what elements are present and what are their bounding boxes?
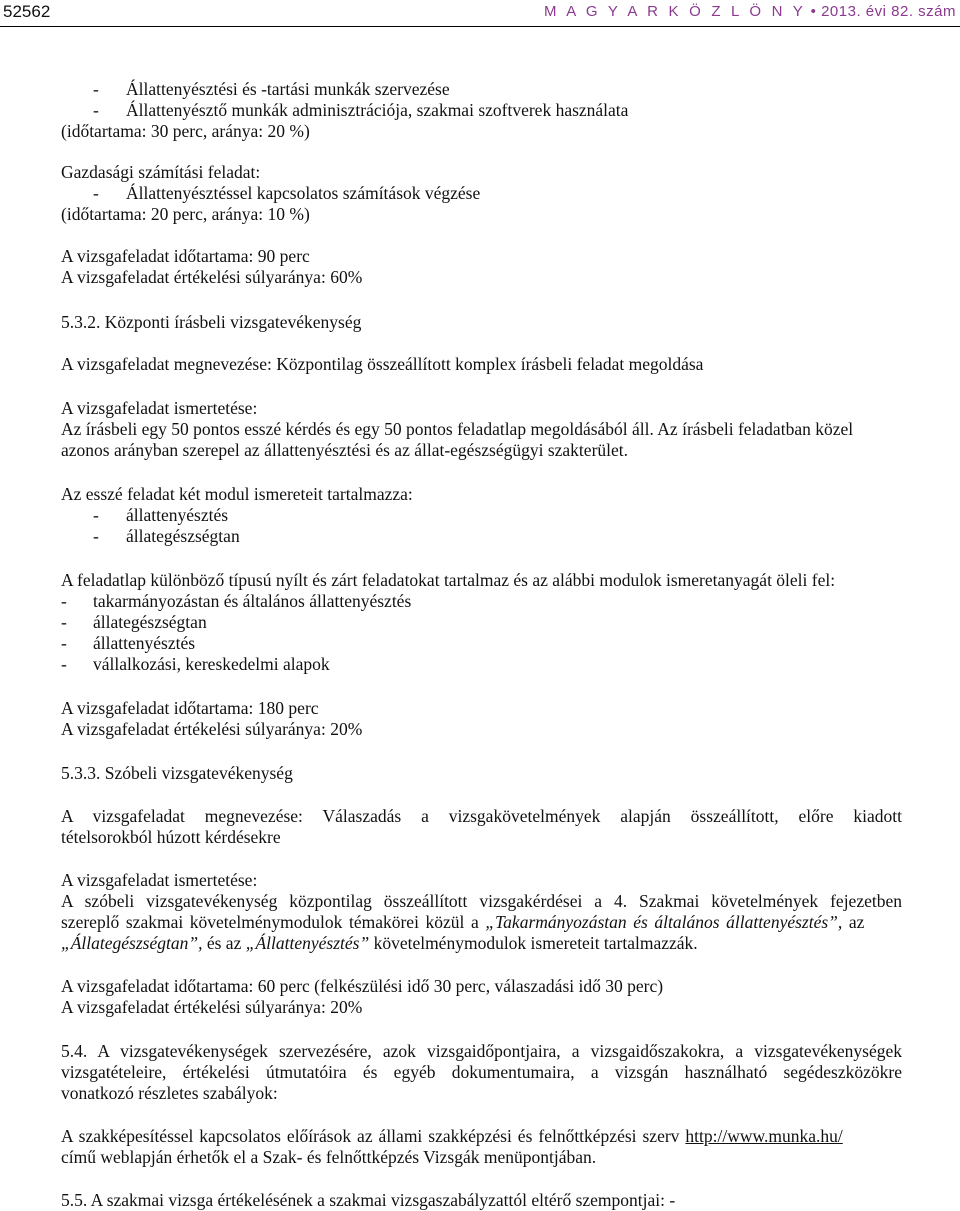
list-dash: - [93,79,99,99]
list-item: állattenyésztés [93,633,196,653]
paragraph-line: vonatkozó részletes szabályok: [61,1083,278,1103]
list-item: állategészségtan [93,612,207,632]
list-item: állattenyésztés [126,505,229,525]
section-label: Gazdasági számítási feladat: [61,162,261,182]
list-dash: - [93,526,99,546]
paragraph-line: A szóbeli vizsgatevékenység központilag összeállított vizsgakérdései a 4. Szakmai követelmények fejezetben [61,891,902,911]
text-run: szereplő szakmai követelménymodulok témakörei közül a [61,912,486,932]
paragraph-line [61,911,864,933]
paragraph-line [61,932,698,954]
paragraph-line: azonos arányban szerepel az állattenyésztési és az állat-egészségügyi szakterület. [61,440,629,460]
text-run: az [842,912,865,932]
paragraph-line: című weblapján érhetők el a Szak- és felnőttképzés Vizsgák menüpontjában. [61,1147,597,1167]
paragraph-line: tételsorokból húzott kérdésekre [61,827,281,847]
list-item: Állattenyésztési és -tartási munkák szervezése [126,79,450,99]
list-dash: - [61,633,67,653]
paragraph-line: Az írásbeli egy 50 pontos esszé kérdés és egy 50 pontos feladatlap megoldásából áll. Az írásbeli feladatban közel [61,419,854,439]
section-heading: 5.3.3. Szóbeli vizsgatevékenység [61,763,293,783]
weight-line: A vizsgafeladat értékelési súlyaránya: 60% [61,267,363,287]
list-dash: - [61,654,67,674]
text-run: A szakképesítéssel kapcsolatos előírások az állami szakképzési és felnőttképzési szerv [61,1126,686,1146]
section-heading: 5.4. A vizsgatevékenységek szervezésére, azok vizsgaidőpontjaira, a vizsgaidőszakokra, a vizsgatevékenységek [61,1041,902,1061]
section-label: Az esszé feladat két modul ismereteit tartalmazza: [61,484,413,504]
section-heading: 5.3.2. Központi írásbeli vizsgatevékenység [61,312,362,332]
bullet-separator: • [810,3,817,20]
list-dash: - [93,505,99,525]
module-name: „Állattenyésztés” [245,933,370,953]
text-run: és az [202,933,246,953]
duration-note: (időtartama: 30 perc, aránya: 20 %) [61,121,310,141]
task-name: A vizsgafeladat megnevezése: Válaszadás a vizsgakövetelmények alapján összeállított, előre kiadott [61,806,902,826]
paragraph-line: A feladatlap különböző típusú nyílt és zárt feladatokat tartalmaz és az alábbi modulok ismeretanyagát öleli fel: [61,570,836,590]
duration-line: A vizsgafeladat időtartama: 180 perc [61,698,319,718]
paragraph-line: vizsgatételeire, értékelési útmutatóira és egyéb dokumentumaira, a vizsgán használható segédeszközökre [61,1062,902,1082]
list-item: Állattenyésztő munkák adminisztrációja, szakmai szoftverek használata [126,100,629,120]
duration-line: A vizsgafeladat időtartama: 90 perc [61,246,310,266]
text-run: követelménymodulok ismereteit tartalmazzák. [369,933,698,953]
task-name: A vizsgafeladat megnevezése: Központilag összeállított komplex írásbeli feladat megoldása [61,354,704,374]
paragraph-line [61,1125,843,1147]
duration-note: (időtartama: 20 perc, aránya: 10 %) [61,204,310,224]
section-label: A vizsgafeladat ismertetése: [61,398,258,418]
list-dash: - [93,183,99,203]
list-item: takarmányozástan és általános állattenyésztés [93,591,412,611]
module-name: „Állategészségtan”, [61,933,203,953]
list-dash: - [61,591,67,611]
weight-line: A vizsgafeladat értékelési súlyaránya: 20% [61,719,363,739]
issue-number: 2013. évi 82. szám [821,3,956,20]
page-number: 52562 [3,2,51,21]
section-heading: 5.5. A szakmai vizsga értékelésének a szakmai vizsgaszabályzattól eltérő szempontjai: - [61,1190,676,1210]
journal-title: M A G Y A R K Ö Z L Ö N Y [543,3,806,20]
list-item: Állattenyésztéssel kapcsolatos számítások végzése [126,183,481,203]
module-name: „Takarmányozástan és általános állattenyésztés”, [485,912,843,932]
list-item: állategészségtan [126,526,240,546]
weight-line: A vizsgafeladat értékelési súlyaránya: 20% [61,997,363,1017]
section-label: A vizsgafeladat ismertetése: [61,870,258,890]
munka-hu-link[interactable]: http://www.munka.hu/ [685,1126,843,1146]
duration-line: A vizsgafeladat időtartama: 60 perc (felkészülési idő 30 perc, válaszadási idő 30 perc) [61,976,664,996]
list-item: vállalkozási, kereskedelmi alapok [93,654,330,674]
list-dash: - [61,612,67,632]
list-dash: - [93,100,99,120]
